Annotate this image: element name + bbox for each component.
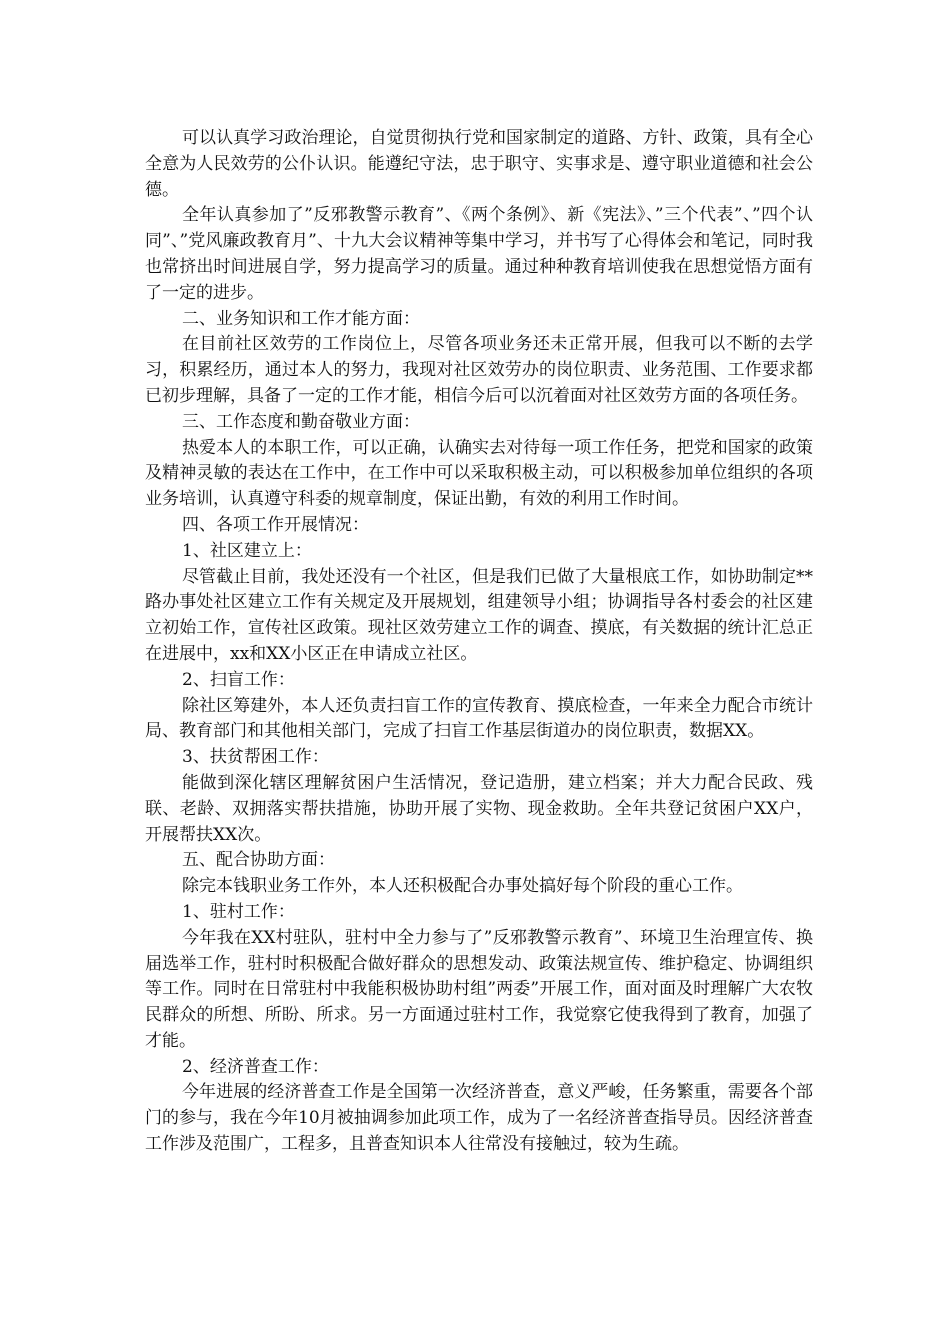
section-heading: 二、业务知识和工作才能方面： <box>182 308 420 329</box>
paragraph: 热爱本人的本职工作，可以正确，认确实去对待每一项工作任务，把党和国家的政策及精神灵敏的表达在工作中，在工作中可以采取积极主动，可以积极参加单位组织的各项业务培训，认真遵守科委的规章制度，保证出勤，有效的利用工作时间。 <box>145 437 813 510</box>
section-heading: 五、配合协助方面： <box>182 850 335 871</box>
paragraph: 今年进展的经济普查工作是全国第一次经济普查，意义严峻，任务繁重，需要各个部门的参与，我在今年10月被抽调参加此项工作，成为了一名经济普查指导员。因经济普查工作涉及范围广，工程多，且普查知识本人往常没有接触过，较为生疏。 <box>145 1082 813 1155</box>
subsection-heading: 2、经济普查工作： <box>182 1056 329 1077</box>
subsection-heading: 1、社区建立上： <box>182 540 312 561</box>
paragraph: 除社区筹建外，本人还负责扫盲工作的宣传教育、摸底检查，一年来全力配合市统计局、教育部门和其他相关部门，完成了扫盲工作基层街道办的岗位职责，数据XX。 <box>145 695 813 742</box>
paragraph: 除完本钱职业务工作外，本人还积极配合办事处搞好每个阶段的重心工作。 <box>182 876 743 897</box>
paragraph: 全年认真参加了”反邪教警示教育”、《两个条例》、新《宪法》、”三个代表”、”四个认同”、”党风廉政教育月”、十九大会议精神等集中学习，并书写了心得体会和笔记，同时我也常挤出时间进展自学，努力提高学习的质量。通过种种教育培训使我在思想觉悟方面有了一定的进步。 <box>145 205 813 303</box>
subsection-heading: 1、驻村工作： <box>182 901 295 922</box>
subsection-heading: 2、扫盲工作： <box>182 669 295 690</box>
subsection-heading: 3、扶贫帮困工作： <box>182 747 329 768</box>
paragraph: 可以认真学习政治理论，自觉贯彻执行党和国家制定的道路、方针、政策，具有全心全意为人民效劳的公仆认识。能遵纪守法，忠于职守、实事求是、遵守职业道德和社会公德。 <box>145 128 813 200</box>
paragraph: 能做到深化辖区理解贫困户生活情况，登记造册，建立档案；并大力配合民政、残联、老龄、双拥落实帮扶措施，协助开展了实物、现金救助。全年共登记贫困户XX户，开展帮扶XX次。 <box>145 772 813 845</box>
section-heading: 四、各项工作开展情况： <box>182 514 369 535</box>
section-heading: 三、工作态度和勤奋敬业方面： <box>182 411 420 432</box>
paragraph: 今年我在XX村驻队，驻村中全力参与了”反邪教警示教育”、环境卫生治理宣传、换届选举工作，驻村时积极配合做好群众的思想发动、政策法规宣传、维护稳定、协调组织等工作。同时在日常驻村中我能积极协助村组”两委”开展工作，面对面及时理解广大农牧民群众的所想、所盼、所求。另一方面通过驻村工作，我觉察它使我得到了教育，加强了才能。 <box>145 927 813 1051</box>
paragraph: 在目前社区效劳的工作岗位上，尽管各项业务还未正常开展，但我可以不断的去学习，积累经历，通过本人的努力，我现对社区效劳办的岗位职责、业务范围、工作要求都已初步理解，具备了一定的工作才能，相信今后可以沉着面对社区效劳方面的各项任务。 <box>145 334 813 406</box>
paragraph: 尽管截止目前，我处还没有一个社区，但是我们已做了大量根底工作，如协助制定**路办事处社区建立工作有关规定及开展规划，组建领导小组；协调指导各村委会的社区建立初始工作，宣传社区政策。现社区效劳建立工作的调查、摸底，有关数据的统计汇总正在进展中，xx和XX小区正在申请成立社区。 <box>145 566 813 664</box>
document-body <box>145 126 813 1158</box>
